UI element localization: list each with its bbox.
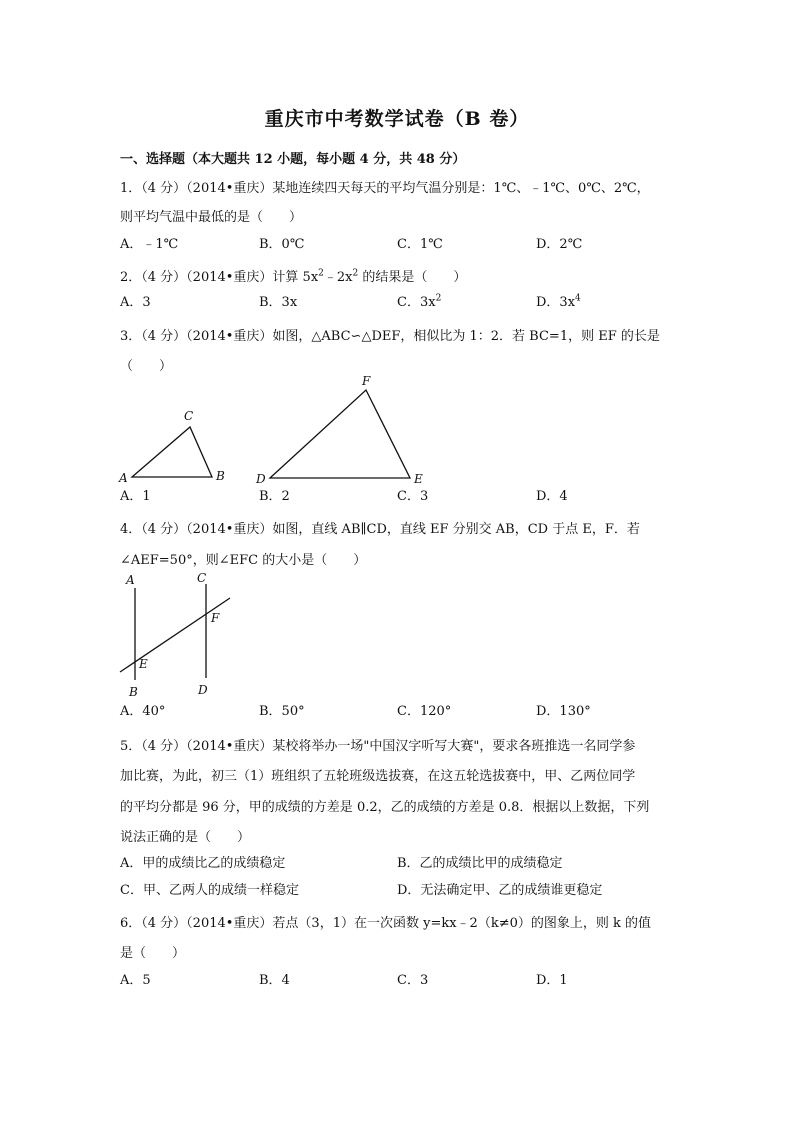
q5-stem-line3: 的平均分都是 96 分，甲的成绩的方差是 0.2，乙的成绩的方差是 0.8．根据以上数据，下列 [120,800,650,815]
q2-option-c: C．$3x^2$ [397,293,442,310]
q3-option-d: D．4 [536,489,568,504]
q6-stem-line2: 是（ ） [120,946,186,961]
line-ef [120,598,230,672]
q6-stem-line1: 6．（4 分）（2014•重庆）若点（3，1）在一次函数 y=kx﹣2（k≠0）的图象上，则 k 的值 [120,916,652,931]
q5-stem-line1: 5．（4 分）（2014•重庆）某校将举办一场"中国汉字听写大赛"，要求各班推选一名同学参 [120,739,636,754]
q4-option-b: B．50° [259,704,305,719]
q2-option-a: A．3 [120,295,151,310]
label-b: B [129,685,138,699]
q2-stem: 2．（4 分）（2014•重庆）计算 $5x^2﹣2x^2$ 的结果是（ ） [120,268,467,285]
q6-option-c: C．3 [397,973,429,988]
q2-option-d: D．$3x^4$ [536,293,581,310]
q6-option-b: B．4 [259,973,290,988]
label-f: F [211,611,220,625]
label-b: B [216,469,225,483]
q3-stem-line1: 3．（4 分）（2014•重庆）如图，△ABC∽△DEF，相似比为 1：2．若 BC=1，则 EF 的长是 [120,329,660,344]
q4-stem-line2: ∠AEF=50°，则∠EFC 的大小是（ ） [120,553,367,568]
label-c: C [197,571,207,585]
q5-stem-line2: 加比赛，为此，初三（1）班组织了五轮班级选拔赛，在这五轮选拔赛中，甲、乙两位同学 [120,769,636,784]
q5-option-c: C．甲、乙两人的成绩一样稳定 [120,883,299,898]
triangle-def [270,390,410,478]
q3-option-c: C．3 [397,489,429,504]
q3-similar-triangles-figure [110,370,440,486]
q4-parallel-lines-figure [112,568,242,700]
label-e: E [414,472,423,486]
label-c: C [184,409,194,423]
q5-stem-line4: 说法正确的是（ ） [120,830,251,845]
label-a: A [126,573,135,587]
q2-option-b: B．3x [259,295,298,310]
q4-option-a: A．40° [120,704,166,719]
q1-stem-line2: 则平均气温中最低的是（ ） [120,210,303,225]
q6-option-d: D．1 [536,973,568,988]
q1-option-b: B．0℃ [259,237,305,252]
q6-option-a: A．5 [120,973,151,988]
page-title: 重庆市中考数学试卷（B 卷） [264,108,530,130]
q3-option-b: B．2 [259,489,290,504]
label-d: D [256,472,266,486]
q3-option-a: A．1 [120,489,151,504]
q1-option-c: C．1℃ [397,237,443,252]
label-e: E [139,657,148,671]
q5-option-d: D．无法确定甲、乙的成绩谁更稳定 [397,883,603,898]
q1-option-a: A．﹣1℃ [120,237,179,252]
label-f: F [362,374,371,388]
q4-stem-line1: 4．（4 分）（2014•重庆）如图，直线 AB∥CD，直线 EF 分别交 AB，CD 于点 E，F．若 [120,522,640,537]
section-heading: 一、选择题（本大题共 12 小题，每小题 4 分，共 48 分） [120,152,466,167]
q1-stem-line1: 1．（4 分）（2014•重庆）某地连续四天每天的平均气温分别是：1℃、﹣1℃、0℃、2℃， [120,181,650,196]
q3-stem-line2: （ ） [120,359,173,374]
triangle-abc [132,427,212,477]
q5-option-a: A．甲的成绩比乙的成绩稳定 [120,856,286,871]
q4-option-d: D．130° [536,704,591,719]
q1-option-d: D．2℃ [536,237,583,252]
q5-option-b: B．乙的成绩比甲的成绩稳定 [397,856,563,871]
q4-option-c: C．120° [397,704,452,719]
label-a: A [119,471,128,485]
label-d: D [198,683,208,697]
